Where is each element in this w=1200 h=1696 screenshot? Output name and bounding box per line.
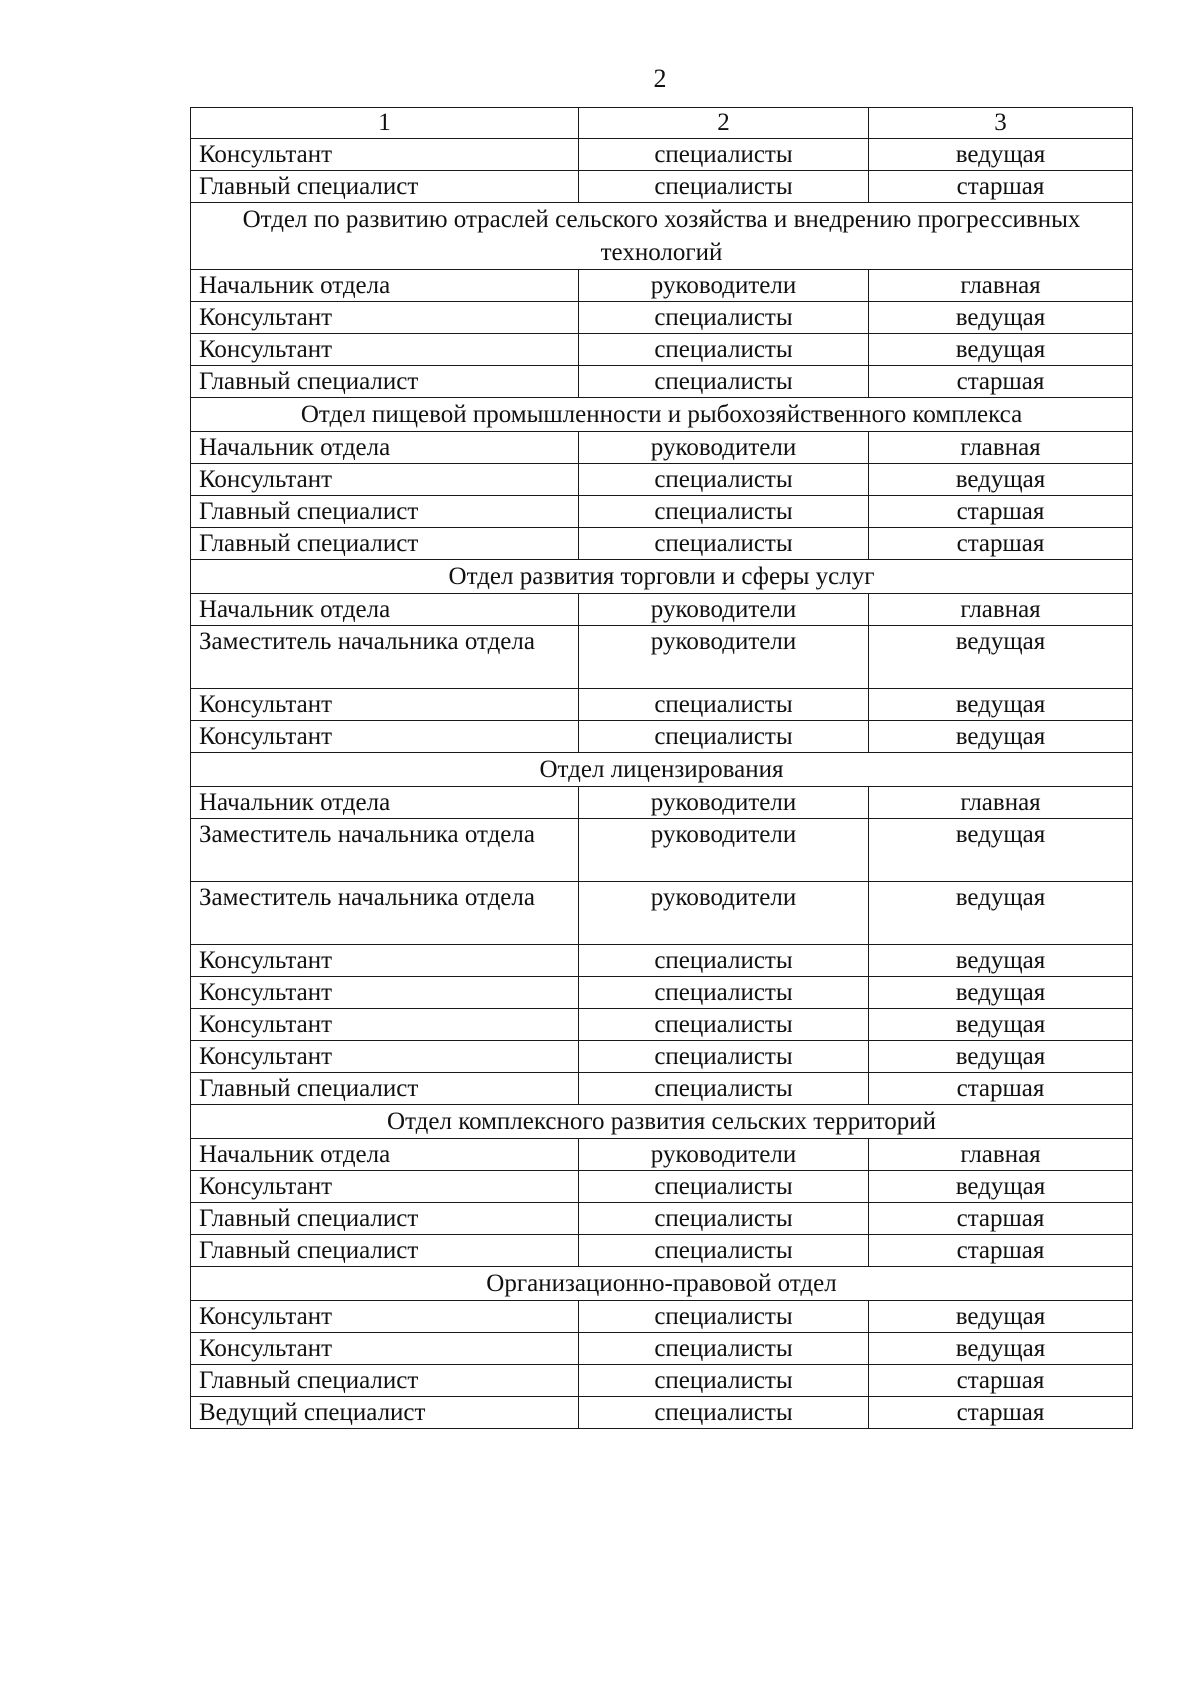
position-cell: Главный специалист	[191, 1073, 579, 1105]
position-cell: Главный специалист	[191, 366, 579, 398]
table-row	[191, 496, 1133, 528]
category-cell: специалисты	[579, 721, 869, 753]
category-cell: специалисты	[579, 1397, 869, 1429]
group-cell: ведущая	[869, 882, 1133, 945]
category-cell: специалисты	[579, 334, 869, 366]
position-cell: Заместитель начальника отдела	[191, 819, 579, 882]
group-cell: старшая	[869, 528, 1133, 560]
position-cell: Консультант	[191, 464, 579, 496]
position-cell: Начальник отдела	[191, 1139, 579, 1171]
table-row	[191, 1235, 1133, 1267]
position-cell: Консультант	[191, 689, 579, 721]
category-cell: специалисты	[579, 302, 869, 334]
category-cell: специалисты	[579, 496, 869, 528]
table-row	[191, 139, 1133, 171]
category-cell: руководители	[579, 819, 869, 882]
table-row	[191, 787, 1133, 819]
section-header-row	[191, 753, 1133, 787]
column-header-1: 1	[191, 108, 579, 139]
category-cell: специалисты	[579, 1365, 869, 1397]
group-cell: старшая	[869, 1365, 1133, 1397]
position-cell: Консультант	[191, 721, 579, 753]
section-title: Отдел комплексного развития сельских территорий	[191, 1105, 1133, 1139]
group-cell: старшая	[869, 1203, 1133, 1235]
table-row	[191, 366, 1133, 398]
position-cell: Заместитель начальника отдела	[191, 626, 579, 689]
table-row	[191, 528, 1133, 560]
table-row	[191, 882, 1133, 945]
category-cell: специалисты	[579, 464, 869, 496]
group-cell: главная	[869, 1139, 1133, 1171]
position-cell: Начальник отдела	[191, 432, 579, 464]
group-cell: главная	[869, 270, 1133, 302]
position-cell: Заместитель начальника отдела	[191, 882, 579, 945]
position-cell: Начальник отдела	[191, 594, 579, 626]
group-cell: ведущая	[869, 302, 1133, 334]
section-header-row	[191, 1105, 1133, 1139]
table-row	[191, 1139, 1133, 1171]
position-cell: Начальник отдела	[191, 787, 579, 819]
category-cell: руководители	[579, 1139, 869, 1171]
group-cell: ведущая	[869, 464, 1133, 496]
category-cell: руководители	[579, 882, 869, 945]
category-cell: руководители	[579, 787, 869, 819]
category-cell: специалисты	[579, 1333, 869, 1365]
section-header-row	[191, 203, 1133, 270]
group-cell: ведущая	[869, 1333, 1133, 1365]
category-cell: специалисты	[579, 1009, 869, 1041]
group-cell: ведущая	[869, 626, 1133, 689]
table-row	[191, 302, 1133, 334]
table-row	[191, 945, 1133, 977]
group-cell: главная	[869, 432, 1133, 464]
group-cell: ведущая	[869, 721, 1133, 753]
table-row	[191, 1203, 1133, 1235]
page-number: 2	[653, 64, 667, 93]
group-cell: ведущая	[869, 945, 1133, 977]
category-cell: специалисты	[579, 945, 869, 977]
category-cell: специалисты	[579, 1235, 869, 1267]
category-cell: руководители	[579, 594, 869, 626]
category-cell: специалисты	[579, 1171, 869, 1203]
group-cell: ведущая	[869, 689, 1133, 721]
table-row	[191, 1397, 1133, 1429]
column-header-2: 2	[579, 108, 869, 139]
category-cell: специалисты	[579, 171, 869, 203]
position-cell: Главный специалист	[191, 171, 579, 203]
category-cell: специалисты	[579, 1301, 869, 1333]
category-cell: руководители	[579, 432, 869, 464]
category-cell: специалисты	[579, 1073, 869, 1105]
position-cell: Главный специалист	[191, 1203, 579, 1235]
table-row	[191, 1333, 1133, 1365]
category-cell: специалисты	[579, 139, 869, 171]
table-row	[191, 819, 1133, 882]
section-header-row	[191, 398, 1133, 432]
group-cell: ведущая	[869, 1041, 1133, 1073]
group-cell: старшая	[869, 496, 1133, 528]
group-cell: старшая	[869, 1397, 1133, 1429]
column-header-3: 3	[869, 108, 1133, 139]
group-cell: ведущая	[869, 139, 1133, 171]
table-row	[191, 977, 1133, 1009]
table-row	[191, 1073, 1133, 1105]
group-cell: ведущая	[869, 334, 1133, 366]
category-cell: специалисты	[579, 1203, 869, 1235]
section-title: Отдел пищевой промышленности и рыбохозяйственного комплекса	[191, 398, 1133, 432]
group-cell: старшая	[869, 171, 1133, 203]
category-cell: специалисты	[579, 977, 869, 1009]
group-cell: ведущая	[869, 1009, 1133, 1041]
table-row	[191, 1365, 1133, 1397]
table-row	[191, 171, 1133, 203]
category-cell: специалисты	[579, 1041, 869, 1073]
table-row	[191, 432, 1133, 464]
table-row	[191, 1171, 1133, 1203]
section-header-row	[191, 560, 1133, 594]
position-cell: Начальник отдела	[191, 270, 579, 302]
position-cell: Консультант	[191, 945, 579, 977]
table-row	[191, 1301, 1133, 1333]
position-cell: Консультант	[191, 1041, 579, 1073]
table-row	[191, 594, 1133, 626]
group-cell: ведущая	[869, 1301, 1133, 1333]
position-cell: Главный специалист	[191, 528, 579, 560]
category-cell: руководители	[579, 270, 869, 302]
position-cell: Консультант	[191, 1009, 579, 1041]
group-cell: старшая	[869, 1235, 1133, 1267]
section-title: Организационно-правовой отдел	[191, 1267, 1133, 1301]
section-title: Отдел по развитию отраслей сельского хозяйства и внедрению прогрессивных технологий	[191, 203, 1133, 270]
section-title: Отдел лицензирования	[191, 753, 1133, 787]
category-cell: руководители	[579, 626, 869, 689]
position-cell: Консультант	[191, 139, 579, 171]
group-cell: ведущая	[869, 819, 1133, 882]
table-header-row	[191, 108, 1133, 139]
table-row	[191, 334, 1133, 366]
category-cell: специалисты	[579, 528, 869, 560]
group-cell: главная	[869, 594, 1133, 626]
position-cell: Ведущий специалист	[191, 1397, 579, 1429]
table-row	[191, 689, 1133, 721]
position-cell: Консультант	[191, 334, 579, 366]
position-cell: Консультант	[191, 977, 579, 1009]
table-row	[191, 1009, 1133, 1041]
group-cell: ведущая	[869, 1171, 1133, 1203]
table-row	[191, 270, 1133, 302]
group-cell: старшая	[869, 366, 1133, 398]
table-row	[191, 1041, 1133, 1073]
table-row	[191, 721, 1133, 753]
group-cell: старшая	[869, 1073, 1133, 1105]
group-cell: ведущая	[869, 977, 1133, 1009]
group-cell: главная	[869, 787, 1133, 819]
section-title: Отдел развития торговли и сферы услуг	[191, 560, 1133, 594]
category-cell: специалисты	[579, 366, 869, 398]
position-cell: Главный специалист	[191, 1365, 579, 1397]
position-cell: Консультант	[191, 1333, 579, 1365]
table-row	[191, 626, 1133, 689]
section-header-row	[191, 1267, 1133, 1301]
category-cell: специалисты	[579, 689, 869, 721]
table-row	[191, 464, 1133, 496]
position-cell: Консультант	[191, 302, 579, 334]
position-cell: Главный специалист	[191, 496, 579, 528]
position-cell: Консультант	[191, 1301, 579, 1333]
positions-table	[190, 107, 1133, 1429]
position-cell: Главный специалист	[191, 1235, 579, 1267]
position-cell: Консультант	[191, 1171, 579, 1203]
